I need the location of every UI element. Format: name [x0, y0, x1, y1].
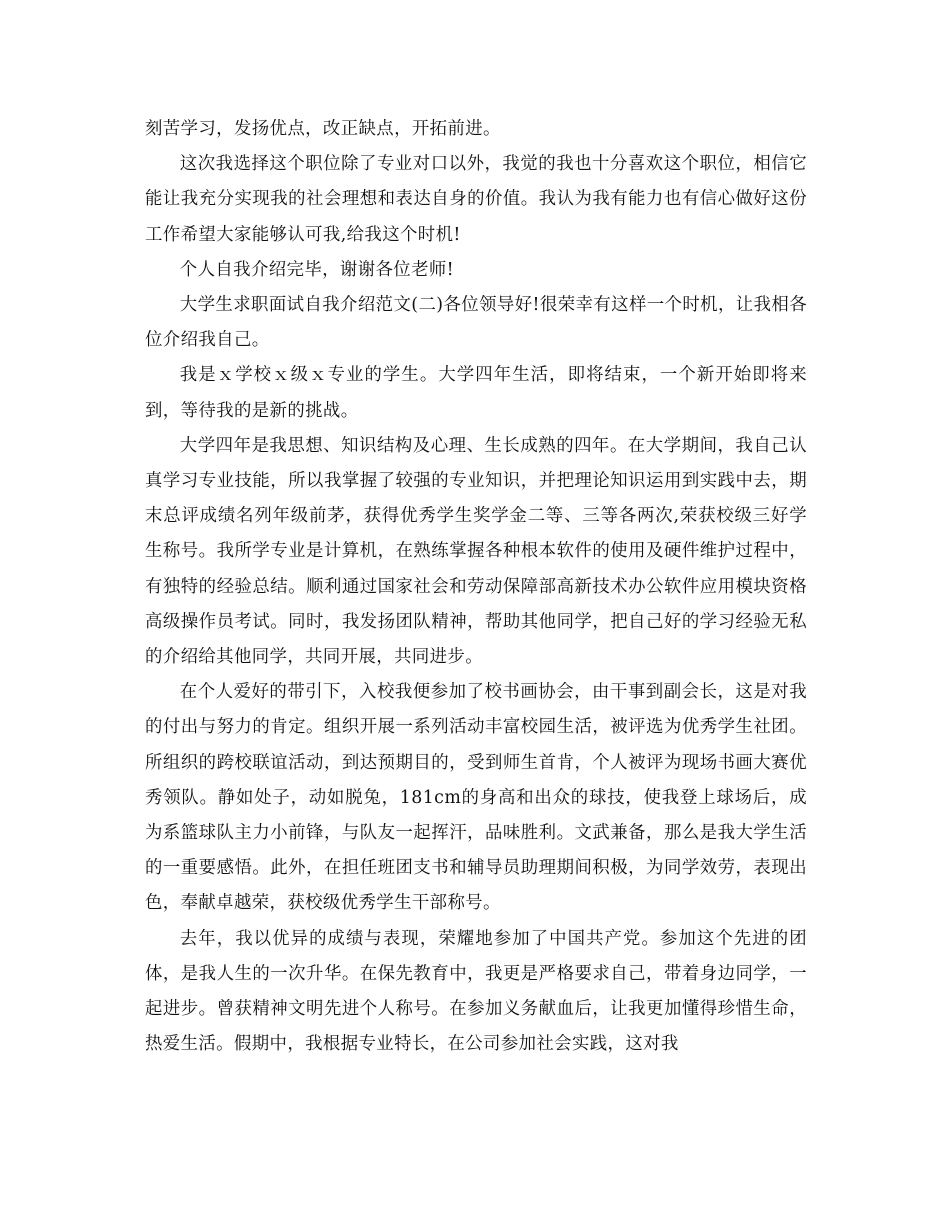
paragraph-last-year: 去年，我以优异的成绩与表现，荣耀地参加了中国共产党。参加这个先进的团体，是我人生的一次升华。在保先教育中，我更是严格要求自己，带着身边同学，一起进步。曾获精神文明先进个人称号。在参加义务献血后，让我更加懂得珍惜生命，热爱生活。假期中，我根据专业特长，在公司参加社会实践，这对我	[145, 928, 807, 1055]
paragraph-school-intro: 我是ｘ学校ｘ级ｘ专业的学生。大学四年生活，即将结束，一个新开始即将来到，等待我的是新的挑战。	[145, 365, 807, 421]
paragraph-university-years: 大学四年是我思想、知识结构及心理、生长成熟的四年。在大学期间，我自己认真学习专业技能，所以我掌握了较强的专业知识，并把理论知识运用到实践中去，期末总评成绩名列年级前茅，获得优秀学生奖学金二等、三等各两次,荣获校级三好学生称号。我所学专业是计算机，在熟练掌握各种根本软件的使用及硬件维护过程中，有独特的经验总结。顺利通过国家社会和劳动保障部高新技术办公软件应用模块资格高级操作员考试。同时，我发扬团队精神，帮助其他同学，把自己好的学习经验无私的介绍给其他同学，共同开展，共同进步。	[145, 435, 807, 668]
paragraph-sample-two-opening: 大学生求职面试自我介绍范文(二)各位领导好!很荣幸有这样一个时机，让我相各位介绍我自己。	[145, 295, 807, 351]
paragraph-continuation: 刻苦学习，发扬优点，改正缺点，开拓前进。	[145, 119, 501, 139]
paragraph-position-choice: 这次我选择这个职位除了专业对口以外，我觉的我也十分喜欢这个职位，相信它能让我充分实现我的社会理想和表达自身的价值。我认为我有能力也有信心做好这份工作希望大家能够认可我,给我这个时机!	[145, 154, 807, 245]
document-body	[145, 112, 807, 1062]
paragraph-closing-thanks: 个人自我介绍完毕，谢谢各位老师!	[179, 259, 455, 280]
paragraph-hobbies: 在个人爱好的带引下，入校我便参加了校书画协会，由干事到副会长，这是对我的付出与努力的肯定。组织开展一系列活动丰富校园生活，被评选为优秀学生社团。所组织的跨校联谊活动，到达预期目的，受到师生首肯，个人被评为现场书画大赛优秀领队。静如处子，动如脱兔，181cm的身高和出众的球技，使我登上球场后，成为系篮球队主力小前锋，与队友一起挥汗，品味胜利。文武兼备，那么是我大学生活的一重要感悟。此外，在担任班团支书和辅导员助理期间积极，为同学效劳，表现出色，奉献卓越荣，获校级优秀学生干部称号。	[145, 682, 807, 914]
